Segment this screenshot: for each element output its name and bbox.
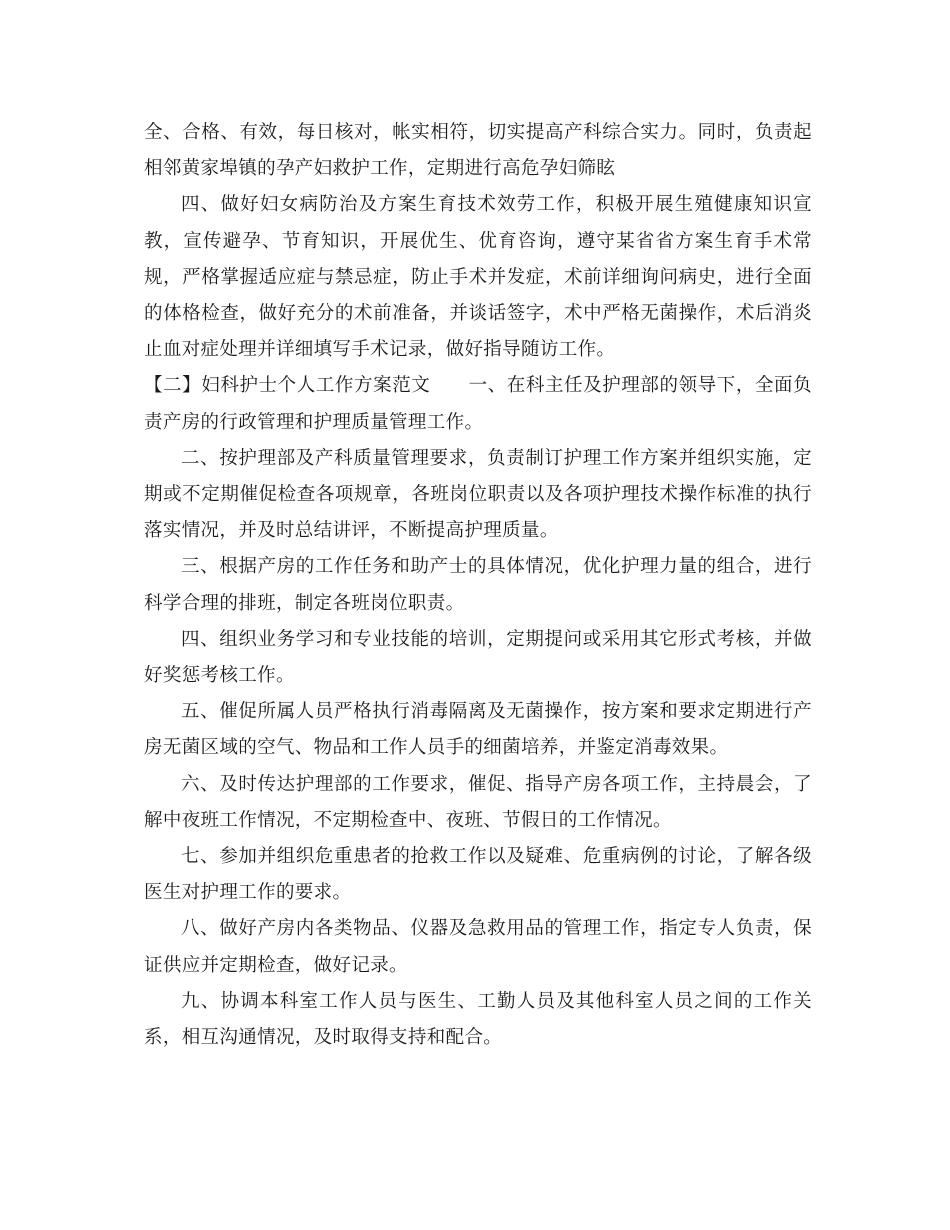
document-page (144, 115, 812, 1056)
section-heading-paragraph: 【二】妇科护士个人工作方案范文 一、在科主任及护理部的领导下，全面负责产房的行政管理和护理质量管理工作。 (144, 375, 812, 433)
paragraph-item-six: 六、及时传达护理部的工作要求，催促、指导产房各项工作，主持晨会，了解中夜班工作情况，不定期检查中、夜班、节假日的工作情况。 (144, 773, 812, 831)
paragraph-item-seven: 七、参加并组织危重患者的抢救工作以及疑难、危重病例的讨论，了解各级医生对护理工作的要求。 (144, 846, 812, 904)
paragraph-item-four: 四、做好妇女病防治及方案生育技术效劳工作，积极开展生殖健康知识宣教，宣传避孕、节育知识，开展优生、优育咨询，遵守某省省方案生育手术常规，严格掌握适应症与禁忌症，防止手术并发症，术前详细询问病史，进行全面的体格检查，做好充分的术前准备，并谈话签字，术中严格无菌操作，术后消炎止血对症处理并详细填写手术记录，做好指导随访工作。 (144, 194, 812, 361)
paragraph-item-two: 二、按护理部及产科质量管理要求，负责制订护理工作方案并组织实施，定期或不定期催促检查各项规章，各班岗位职责以及各项护理技术操作标准的执行落实情况，并及时总结讲评，不断提高护理质量。 (144, 447, 812, 542)
paragraph-item-five: 五、催促所属人员严格执行消毒隔离及无菌操作，按方案和要求定期进行产房无菌区域的空气、物品和工作人员手的细菌培养，并鉴定消毒效果。 (144, 701, 812, 759)
paragraph-item-eight: 八、做好产房内各类物品、仪器及急救用品的管理工作，指定专人负责，保证供应并定期检查，做好记录。 (144, 918, 812, 976)
paragraph-item-four-b: 四、组织业务学习和专业技能的培训，定期提问或采用其它形式考核，并做好奖惩考核工作。 (144, 628, 812, 687)
paragraph-item-three: 三、根据产房的工作任务和助产士的具体情况，优化护理力量的组合，进行科学合理的排班，制定各班岗位职责。 (144, 556, 812, 614)
paragraph-continuation: 全、合格、有效，每日核对，帐实相符，切实提高产科综合实力。同时，负责起相邻黄家埠镇的孕产妇救护工作，定期进行高危孕妇筛眩 (144, 122, 812, 180)
paragraph-item-nine: 九、协调本科室工作人员与医生、工勤人员及其他科室人员之间的工作关系，相互沟通情况，及时取得支持和配合。 (144, 990, 812, 1049)
